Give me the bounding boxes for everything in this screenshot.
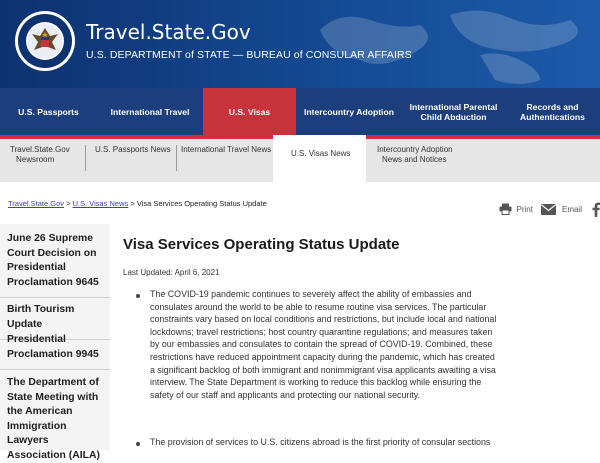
subnav-label-line: International Travel News <box>181 145 272 154</box>
sidebar-item-aila-meeting[interactable] <box>0 376 110 463</box>
site-header <box>0 0 600 88</box>
sidebar-item-supreme-court-decision[interactable] <box>0 232 110 298</box>
sidebar-item-line: Immigration Lawyers <box>7 420 67 446</box>
paragraph-line: interview. The State Department is working to reduce this backlog while ensuring the <box>150 377 482 388</box>
paragraph-line: by our embassies and consulates to contain the spread of COVID-19. Combined, these <box>150 339 493 350</box>
print-button[interactable] <box>499 203 533 215</box>
subnav-label-line: U.S. Passports News <box>95 145 171 154</box>
paragraph-line: The COVID-19 pandemic continues to severely affect the ability of embassies and <box>150 289 472 299</box>
world-map-decoration <box>300 0 600 88</box>
subnav-international-travel-news[interactable] <box>181 145 271 155</box>
paragraph-line: constraints vary based on local conditions and restrictions, but include local and national <box>150 314 497 325</box>
breadcrumb-current: Visa Services Operating Status Update <box>136 199 267 208</box>
nav-us-visas[interactable] <box>203 88 296 135</box>
paragraph-line: restrictions have reduced appointment capacity during the pandemic, which has created <box>150 351 495 362</box>
paragraph-line: The provision of services to U.S. citizens abroad is the first priority of consular sections <box>150 437 491 447</box>
subnav-us-visas-news[interactable] <box>273 135 366 182</box>
paragraph-line: lockdowns; travel restrictions; host country quarantine regulations; and measures taken <box>150 326 493 337</box>
nav-label: International Travel <box>110 106 190 117</box>
subnav-label-line: Intercountry Adoption <box>377 145 453 154</box>
main-navigation <box>0 88 600 135</box>
nav-label <box>520 102 585 122</box>
sidebar-item-line: State Meeting with <box>7 391 99 403</box>
sidebar-item-line: the American <box>7 406 73 417</box>
subnav-divider <box>176 145 177 171</box>
nav-label-line: Authentications <box>520 111 585 122</box>
sidebar-item-line: Court Decision on <box>7 247 97 259</box>
print-label: Print <box>516 204 533 214</box>
sidebar-item-line: Birth Tourism Update <box>7 304 75 330</box>
subnav-label-line: News and Notices <box>382 155 447 164</box>
sidebar-item-proclamation-9945[interactable] <box>0 333 110 370</box>
subnav-label-line: Newsroom <box>16 155 55 164</box>
page-title: Visa Services Operating Status Update <box>123 236 400 253</box>
sidebar-item-line: Presidential <box>7 334 66 345</box>
breadcrumb-section-link[interactable]: U.S. Visas News <box>72 199 129 208</box>
nav-label: U.S. Passports <box>18 106 79 117</box>
subnav-intercountry-adoption-news[interactable] <box>377 145 453 165</box>
nav-international-parental-child-abduction[interactable] <box>402 88 505 135</box>
sidebar <box>0 224 110 461</box>
facebook-share-button[interactable] <box>592 202 600 217</box>
breadcrumb-home-link[interactable]: Travel.State.Gov <box>8 199 64 208</box>
email-label: Email <box>561 204 582 214</box>
subnav-us-passports-news[interactable] <box>95 145 171 155</box>
sidebar-item-line: The Department of <box>7 377 99 388</box>
nav-label-line: Child Abduction <box>420 111 487 122</box>
nav-label-line: International Parental <box>409 101 498 112</box>
breadcrumb <box>8 199 267 208</box>
article-paragraph <box>150 288 528 401</box>
envelope-icon <box>541 204 556 215</box>
sidebar-item-line: Association (AILA) <box>7 449 100 461</box>
nav-label: Intercountry Adoption <box>304 106 394 117</box>
nav-intercountry-adoption[interactable] <box>296 88 402 135</box>
paragraph-line: a significant backlog of both immigrant and nonimmigrant visa applicants awaiting a visa <box>150 364 496 375</box>
bullet-icon <box>136 294 140 298</box>
last-updated: Last Updated: April 6, 2021 <box>123 268 220 277</box>
paragraph-line: safety of our staff and applicants and protecting our national security. <box>150 389 421 400</box>
printer-icon <box>499 203 512 215</box>
subnav-newsroom[interactable] <box>10 145 70 165</box>
subnav-label-line: U.S. Visas News <box>291 149 351 158</box>
paragraph-line: consulates around the world to be able to resume routine visa services. The particular <box>150 301 487 312</box>
nav-label: U.S. Visas <box>228 106 271 117</box>
site-title[interactable]: Travel.State.Gov <box>86 20 251 44</box>
sidebar-item-line: Proclamation 9945 <box>7 348 99 360</box>
breadcrumb-separator: > <box>64 199 73 208</box>
article-paragraph <box>150 436 528 449</box>
breadcrumb-separator: > <box>128 199 137 208</box>
subnav-divider <box>85 145 86 171</box>
facebook-icon <box>592 202 600 217</box>
bullet-icon <box>136 442 140 446</box>
nav-records-and-authentications[interactable] <box>505 88 600 135</box>
page-tools <box>499 199 600 219</box>
nav-label-line: Records and <box>526 101 579 112</box>
site-subtitle: U.S. DEPARTMENT of STATE — BUREAU of CONSULAR AFFAIRS <box>86 49 412 61</box>
email-button[interactable] <box>541 204 582 215</box>
subnav-label-line: Travel.State.Gov <box>10 145 70 154</box>
department-seal-icon[interactable] <box>14 10 76 72</box>
nav-us-passports[interactable] <box>0 88 97 135</box>
sidebar-item-line: Proclamation 9645 <box>7 276 99 288</box>
nav-label <box>410 102 498 122</box>
nav-international-travel[interactable] <box>97 88 203 135</box>
news-subnavigation <box>0 135 600 182</box>
sidebar-item-line: June 26 Supreme <box>7 233 94 244</box>
sidebar-item-line: Presidential <box>7 262 66 273</box>
